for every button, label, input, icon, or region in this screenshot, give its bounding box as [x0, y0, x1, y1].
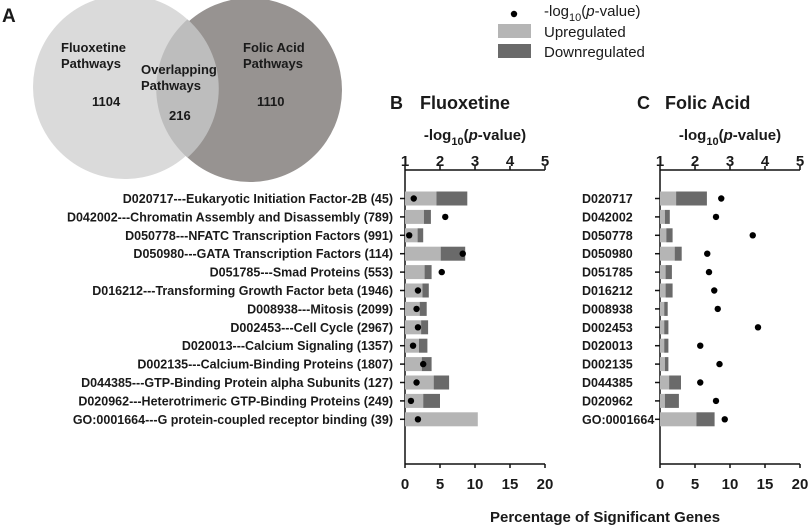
bar-upregulated: [660, 302, 664, 316]
category-label: D008938---Mitosis (2099): [247, 302, 393, 317]
pvalue-dot: [413, 379, 419, 385]
top-axis-tick-label: 5: [795, 153, 805, 170]
category-label: D050778: [582, 228, 633, 243]
bar-upregulated: [660, 376, 669, 390]
top-axis-tick-label: 1: [655, 153, 665, 170]
bottom-axis-tick-label: 20: [791, 476, 809, 493]
bar-downregulated: [665, 210, 670, 224]
bar-upregulated: [405, 210, 424, 224]
category-label: D020013---Calcium Signaling (1357): [181, 339, 393, 354]
category-label: GO:0001664: [582, 412, 655, 427]
bar-upregulated: [405, 247, 441, 261]
bar-downregulated: [666, 228, 672, 242]
bar-downregulated: [666, 284, 673, 298]
legend: [498, 3, 645, 61]
bottom-axis-tick-label: 0: [655, 476, 665, 493]
bar-downregulated: [664, 320, 668, 334]
panel-b-label: B: [390, 93, 403, 113]
bar-upregulated: [660, 265, 666, 279]
bar-downregulated: [419, 339, 427, 353]
pvalue-dot: [711, 287, 717, 293]
bottom-axis-tick-label: 10: [466, 476, 484, 493]
bar-downregulated: [665, 357, 669, 371]
category-label: D020013: [582, 339, 633, 354]
category-label: D044385---GTP-Binding Protein alpha Subunits (127): [81, 376, 393, 390]
legend-up-label: Upregulated: [544, 24, 626, 41]
bar-downregulated: [675, 247, 682, 261]
bar-downregulated: [666, 265, 672, 279]
pvalue-dot: [706, 269, 712, 275]
bottom-axis-tick-label: 5: [435, 476, 445, 493]
category-label: D016212---Transforming Growth Factor beta (1946): [92, 284, 393, 298]
pvalue-dot: [415, 416, 421, 422]
pvalue-dot: [716, 361, 722, 367]
venn-right-title-line1: Folic Acid: [243, 40, 305, 55]
bar-downregulated: [424, 210, 431, 224]
bar-downregulated: [421, 320, 428, 334]
pvalue-dot: [415, 324, 421, 330]
bar-downregulated: [423, 284, 429, 298]
category-label: D051785: [582, 265, 633, 280]
bar-downregulated: [676, 192, 707, 206]
pvalue-dot: [718, 195, 724, 201]
bottom-axis-tick-label: 15: [501, 476, 519, 493]
bar-downregulated: [423, 394, 440, 408]
category-label: D050980: [582, 247, 633, 262]
panel-b-title: Fluoxetine: [420, 93, 511, 113]
pvalue-dot: [413, 306, 419, 312]
top-axis-tick-label: 4: [505, 153, 515, 170]
pvalue-dot: [439, 269, 445, 275]
venn-left-title-line1: Fluoxetine: [61, 40, 127, 55]
bottom-axis-tick-label: 5: [690, 476, 700, 493]
bar-upregulated: [660, 320, 664, 334]
category-label: D020717: [582, 192, 633, 206]
top-axis-tick-label: 1: [400, 153, 410, 170]
legend-down-swatch: [498, 44, 531, 58]
folic-acid-chart: [582, 127, 808, 493]
pvalue-dot: [715, 306, 721, 312]
bar-downregulated: [418, 228, 424, 242]
legend-up-swatch: [498, 24, 531, 38]
top-axis-tick-label: 5: [540, 153, 550, 170]
pvalue-dot: [406, 232, 412, 238]
bar-downregulated: [664, 339, 668, 353]
bar-upregulated: [660, 210, 665, 224]
top-axis-tick-label: 2: [435, 153, 445, 170]
top-axis-tick-label: 2: [690, 153, 700, 170]
category-label: D020962: [582, 394, 633, 409]
pvalue-dot: [750, 232, 756, 238]
category-label: D016212: [582, 284, 633, 298]
legend-down-label: Downregulated: [544, 44, 645, 61]
category-label: D002453---Cell Cycle (2967): [230, 320, 393, 335]
category-label: D042002: [582, 210, 633, 225]
top-axis-tick-label: 3: [725, 153, 735, 170]
venn-right-title-line2: Pathways: [243, 56, 303, 71]
pvalue-dot: [713, 214, 719, 220]
pvalue-dot: [704, 251, 710, 257]
pvalue-dot: [442, 214, 448, 220]
bar-downregulated: [425, 265, 432, 279]
panel-c-title: Folic Acid: [665, 93, 751, 113]
top-axis-tick-label: 3: [470, 153, 480, 170]
top-axis-title: $-\log_{10}(p-value)$: [678, 127, 782, 148]
bar-upregulated: [660, 357, 665, 371]
bar-upregulated: [660, 247, 675, 261]
pvalue-dot: [713, 398, 719, 404]
pvalue-dot: [755, 324, 761, 330]
bar-downregulated: [669, 376, 681, 390]
bar-upregulated: [405, 192, 437, 206]
bottom-axis-tick-label: 15: [756, 476, 774, 493]
bar-downregulated: [664, 302, 668, 316]
legend-pvalue-dot: [511, 11, 517, 17]
bar-downregulated: [434, 376, 449, 390]
bar-upregulated: [660, 284, 666, 298]
category-label: D008938: [582, 302, 633, 317]
venn-right-count: 1110: [257, 94, 285, 109]
pvalue-dot: [410, 343, 416, 349]
venn-left-title-line2: Pathways: [61, 56, 121, 71]
bar-downregulated: [665, 394, 679, 408]
venn-left-count: 1104: [92, 94, 121, 109]
pvalue-dot: [697, 379, 703, 385]
bar-downregulated: [420, 302, 427, 316]
category-label: D050980---GATA Transcription Factors (114): [133, 247, 393, 262]
category-label: D051785---Smad Proteins (553): [209, 265, 393, 280]
category-label: GO:0001664---G protein-coupled receptor binding (39): [72, 412, 393, 427]
bar-upregulated: [660, 192, 676, 206]
bar-upregulated: [405, 357, 422, 371]
legend-pvalue-label: $-\log_{10}(p-value)$: [544, 3, 641, 24]
bar-upregulated: [660, 394, 665, 408]
bar-downregulated: [437, 192, 468, 206]
bottom-axis-tick-label: 20: [536, 476, 554, 493]
bar-upregulated: [660, 339, 664, 353]
bar-downregulated: [696, 412, 714, 426]
bottom-axis-tick-label: 0: [400, 476, 410, 493]
category-label: D002135: [582, 357, 633, 372]
pvalue-dot: [722, 416, 728, 422]
pvalue-dot: [408, 398, 414, 404]
category-label: D042002---Chromatin Assembly and Disassembly (789): [66, 210, 393, 225]
category-label: D002135---Calcium-Binding Proteins (1807): [137, 357, 393, 372]
fluoxetine-chart: [67, 127, 553, 493]
category-label: D002453: [582, 320, 633, 335]
venn-overlap-title-line1: Overlapping: [141, 62, 217, 77]
category-label: D020717---Eukaryotic Initiation Factor-2B (45): [122, 192, 393, 206]
bar-upregulated: [660, 228, 666, 242]
top-axis-tick-label: 4: [760, 153, 770, 170]
pvalue-dot: [697, 343, 703, 349]
category-label: D050778---NFATC Transcription Factors (991): [125, 228, 393, 243]
venn-overlap-count: 216: [169, 108, 191, 123]
pvalue-dot: [415, 287, 421, 293]
pvalue-dot: [411, 195, 417, 201]
bar-upregulated: [405, 265, 425, 279]
pvalue-dot: [460, 251, 466, 257]
panel-c-label: C: [637, 93, 650, 113]
pvalue-dot: [420, 361, 426, 367]
category-label: D020962---Heterotrimeric GTP-Binding Proteins (249): [78, 394, 393, 409]
bottom-axis-tick-label: 10: [721, 476, 739, 493]
bottom-axis-title: Percentage of Significant Genes: [489, 509, 721, 526]
top-axis-title: $-\log_{10}(p-value)$: [423, 127, 527, 148]
panel-a-label: A: [2, 6, 16, 27]
venn-diagram: [2, 0, 342, 182]
category-label: D044385: [582, 376, 633, 390]
venn-overlap-title-line2: Pathways: [141, 78, 201, 93]
bar-upregulated: [660, 412, 696, 426]
